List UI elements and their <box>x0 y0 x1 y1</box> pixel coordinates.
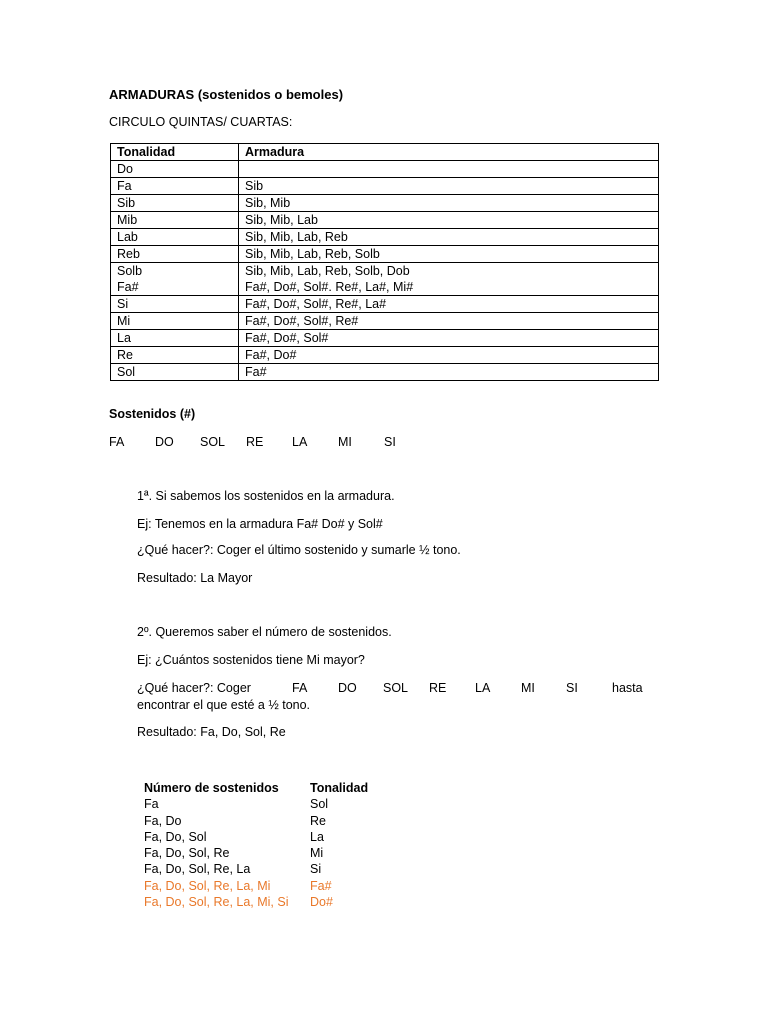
list-item <box>144 796 444 812</box>
tonalidad-value: Si <box>310 862 322 877</box>
cell-armadura: Fa#, Do#, Sol# <box>239 330 659 347</box>
cell-tonalidad: Do <box>111 161 239 178</box>
list-item <box>144 861 444 877</box>
cell-armadura: Sib, Mib, Lab <box>239 212 659 229</box>
table-row <box>111 161 659 178</box>
note-label: MI <box>521 681 535 695</box>
header-tonalidad: Tonalidad <box>310 781 369 795</box>
cell-armadura: Fa#, Do#, Sol#, Re#, La# <box>239 296 659 313</box>
note-label: MI <box>338 435 352 449</box>
cell-tonalidad: La <box>111 330 239 347</box>
header-numero-sostenidos: Número de sostenidos <box>144 781 279 795</box>
note-label: DO <box>338 681 357 695</box>
note-label: RE <box>429 681 447 695</box>
note-label: SI <box>566 681 578 695</box>
sostenidos-value: Fa, Do, Sol, Re, La, Mi, Si <box>144 895 289 910</box>
sostenidos-value: Fa, Do <box>144 813 182 828</box>
case1-what: ¿Qué hacer?: Coger el último sostenido y sumarle ½ tono. <box>137 543 461 557</box>
note-label: SOL <box>200 435 226 449</box>
tonalidad-value: Fa# <box>310 878 332 893</box>
table-row <box>111 364 659 381</box>
table-row <box>111 178 659 195</box>
list-item-highlighted <box>144 894 444 910</box>
cell-tonalidad: Mi <box>111 313 239 330</box>
case2-what-hasta: hasta <box>612 681 643 695</box>
cell-armadura: Sib <box>239 178 659 195</box>
list-item <box>144 813 444 829</box>
cell-armadura: Sib, Mib, Lab, Reb, Solb <box>239 246 659 263</box>
cell-armadura: Sib, Mib, Lab, Reb <box>239 229 659 246</box>
key-signatures-table <box>110 143 659 381</box>
note-label: LA <box>475 681 491 695</box>
case1-title: 1ª. Si sabemos los sostenidos en la armadura. <box>137 489 395 503</box>
note-label: DO <box>155 435 174 449</box>
case2-what-line2: encontrar el que esté a ½ tono. <box>137 698 311 712</box>
sharps-count-table <box>144 780 444 910</box>
cell-armadura: Fa#, Do#, Sol#, Re# <box>239 313 659 330</box>
table-row <box>111 195 659 212</box>
note-label: SI <box>384 435 396 449</box>
cell-armadura: Fa#, Do# <box>239 347 659 364</box>
cell-tonalidad: Re <box>111 347 239 364</box>
note-label: SOL <box>383 681 409 695</box>
sharps-heading: Sostenidos (#) <box>109 407 196 421</box>
note-label: LA <box>292 435 308 449</box>
tonalidad-value: Re <box>310 813 326 828</box>
case1-result: Resultado: La Mayor <box>137 571 253 585</box>
cell-armadura: Sib, Mib <box>239 195 659 212</box>
sharps-order-row <box>109 435 409 451</box>
cell-armadura-line: Sib, Mib, Lab, Reb, Solb, Dob <box>245 264 410 278</box>
case1-example: Ej: Tenemos en la armadura Fa# Do# y Sol# <box>137 517 383 531</box>
case2-what <box>137 681 643 715</box>
cell-armadura-line: Fa#, Do#, Sol#. Re#, La#, Mi# <box>245 280 414 294</box>
case2-what-lead: ¿Qué hacer?: Coger <box>137 681 251 695</box>
circle-of-fifths-subtitle: CIRCULO QUINTAS/ CUARTAS: <box>109 115 293 129</box>
table-header-row <box>111 144 659 161</box>
header-tonalidad: Tonalidad <box>111 144 239 161</box>
cell-tonalidad: Reb <box>111 246 239 263</box>
table-row <box>111 212 659 229</box>
cell-tonalidad: Sib <box>111 195 239 212</box>
case2-example: Ej: ¿Cuántos sostenidos tiene Mi mayor? <box>137 653 365 667</box>
sostenidos-value: Fa, Do, Sol, Re <box>144 846 230 861</box>
list-item <box>144 845 444 861</box>
table-row <box>111 313 659 330</box>
sostenidos-value: Fa, Do, Sol <box>144 829 207 844</box>
cell-armadura: Fa# <box>239 364 659 381</box>
table-row <box>111 296 659 313</box>
cell-tonalidad: Si <box>111 296 239 313</box>
note-label: RE <box>246 435 264 449</box>
cell-armadura <box>239 263 659 296</box>
sharps-table-header <box>144 780 444 796</box>
table-row <box>111 229 659 246</box>
cell-armadura <box>239 161 659 178</box>
list-item <box>144 829 444 845</box>
case2-result: Resultado: Fa, Do, Sol, Re <box>137 725 286 739</box>
header-armadura: Armadura <box>239 144 659 161</box>
cell-tonalidad-line: Solb <box>117 264 143 278</box>
note-label: FA <box>109 435 125 449</box>
note-label: FA <box>292 681 308 695</box>
table-row <box>111 330 659 347</box>
tonalidad-value: La <box>310 829 324 844</box>
case2-title: 2º. Queremos saber el número de sostenidos. <box>137 625 392 639</box>
cell-tonalidad <box>111 263 239 296</box>
table-row <box>111 347 659 364</box>
cell-tonalidad: Mib <box>111 212 239 229</box>
cell-tonalidad: Fa <box>111 178 239 195</box>
cell-tonalidad-line: Fa# <box>117 280 139 294</box>
sostenidos-value: Fa <box>144 797 159 812</box>
document-title: ARMADURAS (sostenidos o bemoles) <box>109 87 344 102</box>
tonalidad-value: Mi <box>310 846 324 861</box>
list-item-highlighted <box>144 878 444 894</box>
tonalidad-value: Do# <box>310 895 333 910</box>
cell-tonalidad: Sol <box>111 364 239 381</box>
table-row <box>111 246 659 263</box>
sostenidos-value: Fa, Do, Sol, Re, La <box>144 862 251 877</box>
cell-tonalidad: Lab <box>111 229 239 246</box>
table-row <box>111 263 659 296</box>
tonalidad-value: Sol <box>310 797 329 812</box>
sostenidos-value: Fa, Do, Sol, Re, La, Mi <box>144 878 271 893</box>
